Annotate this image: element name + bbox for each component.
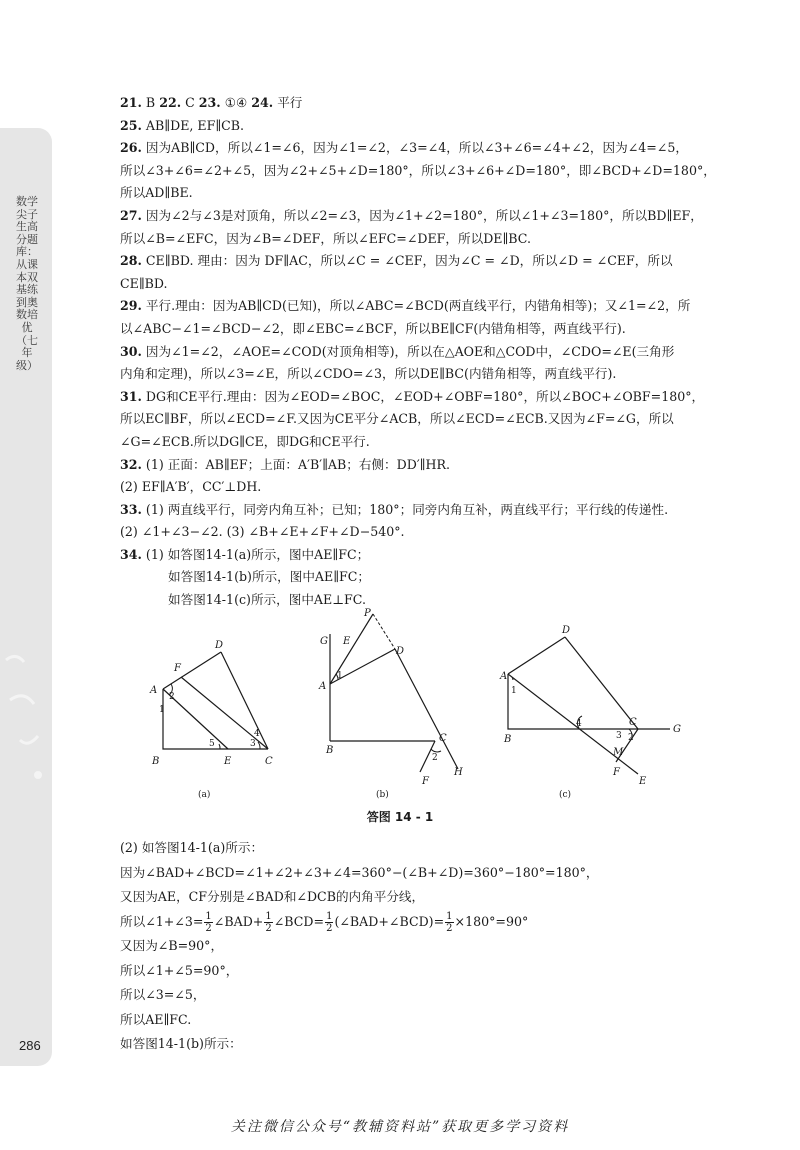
answer-line: 所以AD∥BE. xyxy=(120,185,193,201)
point-label: F xyxy=(422,776,429,787)
answer-line: 所以EC∥BF，所以∠ECD=∠F.又因为CE平分∠ACB，所以∠ECD=∠ECB.又因为∠F=∠G，所以 xyxy=(120,411,674,427)
item-number: 30. xyxy=(120,343,142,359)
solution-line: 又因为AE，CF分别是∠BAD和∠DCB的内角平分线， xyxy=(120,889,425,904)
point-label: G xyxy=(320,636,328,647)
point-label: A xyxy=(150,685,158,696)
formula-text: ∠BCD= xyxy=(273,913,325,929)
item-number: 27. xyxy=(120,207,142,223)
fraction xyxy=(445,911,453,934)
point-label: B xyxy=(504,734,512,745)
answer-text: (1) 如答图14-1(a)所示，图中AE∥FC； xyxy=(141,546,370,562)
answer-line xyxy=(120,499,710,522)
fraction xyxy=(264,911,272,934)
answer-line: 以∠ABC−∠1=∠BCD−∠2，即∠EBC=∠BCF，所以BE∥CF(内错角相等，两直线平行). xyxy=(120,320,626,336)
angle-label: 4 xyxy=(254,729,260,739)
answer-line: (2) EF∥A′B′，CC′⊥DH. xyxy=(120,479,262,495)
figure-label: (b) xyxy=(376,790,389,800)
answer-line xyxy=(120,341,710,364)
answer-line xyxy=(120,250,710,273)
answer-line: 内角和定理)，所以∠3=∠E，所以∠CDO=∠3，所以DE∥BC(内错角相等，两直线平行). xyxy=(120,366,617,382)
point-label: G xyxy=(673,724,681,735)
point-label: C xyxy=(629,717,637,728)
point-label: B xyxy=(152,756,160,767)
figure-label: (c) xyxy=(559,790,572,800)
answer-text: 因为∠2与∠3是对顶角，所以∠2=∠3，因为∠1+∠2=180°，所以∠1+∠3=180°，所以BD∥EF， xyxy=(141,207,703,223)
fraction xyxy=(325,911,333,934)
item-number: 26. xyxy=(120,140,142,156)
answer-line xyxy=(120,115,710,138)
answer-text: ①④ xyxy=(220,95,252,110)
answer-text: (1) 正面：AB∥EF；上面：A′B′∥AB；右侧：DD′∥HR. xyxy=(141,456,450,472)
answer-line: 如答图14-1(c)所示，图中AE⊥FC. xyxy=(168,592,366,608)
answer-line xyxy=(120,205,710,228)
answer-line: 所以∠3+∠6=∠2+∠5，因为∠2+∠5+∠D=180°，所以∠3+∠6+∠D=180°，即∠BCD+∠D=180°， xyxy=(120,162,716,178)
point-label: D xyxy=(215,640,224,651)
angle-label: 1 xyxy=(159,705,165,715)
solution-line: (2) 如答图14-1(a)所示： xyxy=(120,840,264,855)
fraction-numerator: 1 xyxy=(446,910,453,922)
angle-label: 1 xyxy=(337,671,343,681)
formula-text: ×180°=90° xyxy=(454,913,529,929)
geometry-figures xyxy=(138,604,681,814)
fraction-denominator: 2 xyxy=(446,922,453,934)
point-label: F xyxy=(174,663,181,674)
angle-label: 4 xyxy=(576,719,582,729)
fraction-denominator: 2 xyxy=(265,922,272,934)
figure-b xyxy=(318,608,463,800)
formula-text: 所以∠1+∠3= xyxy=(120,913,204,929)
figure-label: (a) xyxy=(198,790,211,800)
answer-line xyxy=(120,544,710,567)
answer-text: B xyxy=(141,95,160,110)
solution-line: 如答图14-1(b)所示： xyxy=(120,1036,242,1051)
answer-text: (1) 两直线平行，同旁内角互补；已知；180°；同旁内角互补，两直线平行；平行线的传递性. xyxy=(141,501,669,517)
solution-line: 因为∠BAD+∠BCD=∠1+∠2+∠3+∠4=360°−(∠B+∠D)=360°−180°=180°， xyxy=(120,864,599,880)
answer-list xyxy=(120,92,716,612)
figure-c xyxy=(499,625,681,800)
point-label: A xyxy=(500,671,508,682)
answer-line: 所以∠B=∠EFC，因为∠B=∠DEF，所以∠EFC=∠DEF，所以DE∥BC. xyxy=(120,230,531,246)
point-label: E xyxy=(343,636,351,647)
answer-text: 平行 xyxy=(273,95,303,110)
fraction-denominator: 2 xyxy=(205,922,212,934)
footer-note: 关注微信公众号“教辅资料站”获取更多学习资料 xyxy=(230,1119,570,1135)
point-label: A xyxy=(319,681,327,692)
item-number: 25. xyxy=(120,117,142,133)
fraction-numerator: 1 xyxy=(205,910,212,922)
angle-label: 5 xyxy=(209,739,215,749)
point-label: C xyxy=(265,756,273,767)
item-number: 24. xyxy=(251,95,274,110)
answer-line: (2) ∠1+∠3−∠2. (3) ∠B+∠E+∠F+∠D−540°. xyxy=(120,524,405,540)
item-number: 22. xyxy=(159,95,182,110)
point-label: D xyxy=(562,625,571,636)
answer-line xyxy=(120,386,710,409)
angle-label: 3 xyxy=(250,739,256,749)
item-number: 34. xyxy=(120,546,142,562)
point-label: D xyxy=(396,646,405,657)
answer-text: 平行.理由：因为AB∥CD(已知)，所以∠ABC=∠BCD(两直线平行，内错角相等)；又∠1=∠2，所 xyxy=(141,298,691,314)
answer-line xyxy=(120,92,710,115)
fraction xyxy=(204,911,212,934)
point-label: B xyxy=(326,745,334,756)
angle-label: 2 xyxy=(432,753,438,763)
figure-a xyxy=(149,640,273,800)
solution-line: 所以AE∥FC. xyxy=(120,1011,192,1027)
item-number: 28. xyxy=(120,253,142,269)
answer-line: CE∥BD. xyxy=(120,275,168,291)
point-label: E xyxy=(224,756,232,767)
item-number: 31. xyxy=(120,388,142,404)
item-number: 32. xyxy=(120,456,142,472)
answer-line xyxy=(120,137,710,160)
fraction-denominator: 2 xyxy=(326,922,333,934)
fraction-numerator: 1 xyxy=(326,910,333,922)
figure-caption: 答图 14 - 1 xyxy=(366,810,434,824)
book-title-vertical: 数学尖子生高分题库：从课本双基练到奥数培优（七年级） xyxy=(16,195,38,372)
solution-line: 所以∠3=∠5， xyxy=(120,987,206,1002)
item-number: 29. xyxy=(120,298,142,314)
page-number: 286 xyxy=(19,1038,41,1053)
angle-label: 1 xyxy=(511,686,517,696)
angle-label: 2 xyxy=(628,733,634,743)
solution-line: 所以∠1+∠5=90°， xyxy=(120,962,239,978)
point-label: E xyxy=(639,776,647,787)
answer-text: 因为AB∥CD，所以∠1=∠6，因为∠1=∠2，∠3=∠4，所以∠3+∠6=∠4+∠2，因为∠4=∠5， xyxy=(141,140,688,156)
answer-line xyxy=(120,454,710,477)
point-label: M xyxy=(613,747,624,758)
answer-text: C xyxy=(181,95,199,110)
point-label: P xyxy=(364,608,371,619)
answer-text: 因为∠1=∠2，∠AOE=∠COD(对顶角相等)，所以在△AOE和△COD中，∠CDO=∠E(三角形 xyxy=(141,343,675,359)
point-label: C xyxy=(439,733,447,744)
answer-line: ∠G=∠ECB.所以DG∥CE，即DG和CE平行. xyxy=(120,433,370,449)
fraction-numerator: 1 xyxy=(265,910,272,922)
point-label: F xyxy=(613,767,620,778)
item-number: 23. xyxy=(198,95,221,110)
item-number: 21. xyxy=(120,95,142,110)
angle-label: 3 xyxy=(616,731,622,741)
item-number: 33. xyxy=(120,501,142,517)
answer-line xyxy=(120,295,710,318)
point-label: H xyxy=(454,767,463,778)
solution-line-fraction xyxy=(120,910,710,935)
leaf-decoration xyxy=(0,640,52,790)
solution-line: 又因为∠B=90°， xyxy=(120,938,224,953)
answer-line: 如答图14-1(b)所示，图中AE∥FC； xyxy=(168,569,371,585)
answer-text: CE∥BD. 理由：因为 DF∥AC，所以∠C = ∠CEF，因为∠C = ∠D，所以∠D = ∠CEF，所以 xyxy=(141,253,673,269)
formula-text: (∠BAD+∠BCD)= xyxy=(334,913,445,929)
answer-text: DG和CE平行.理由：因为∠EOD=∠BOC，∠EOD+∠OBF=180°，所以∠BOC+∠OBF=180°， xyxy=(141,388,705,404)
solution-part-2 xyxy=(120,836,710,1057)
angle-label: 2 xyxy=(169,692,175,702)
answer-text: AB∥DE, EF∥CB. xyxy=(141,117,245,133)
formula-text: ∠BAD+ xyxy=(213,913,264,929)
